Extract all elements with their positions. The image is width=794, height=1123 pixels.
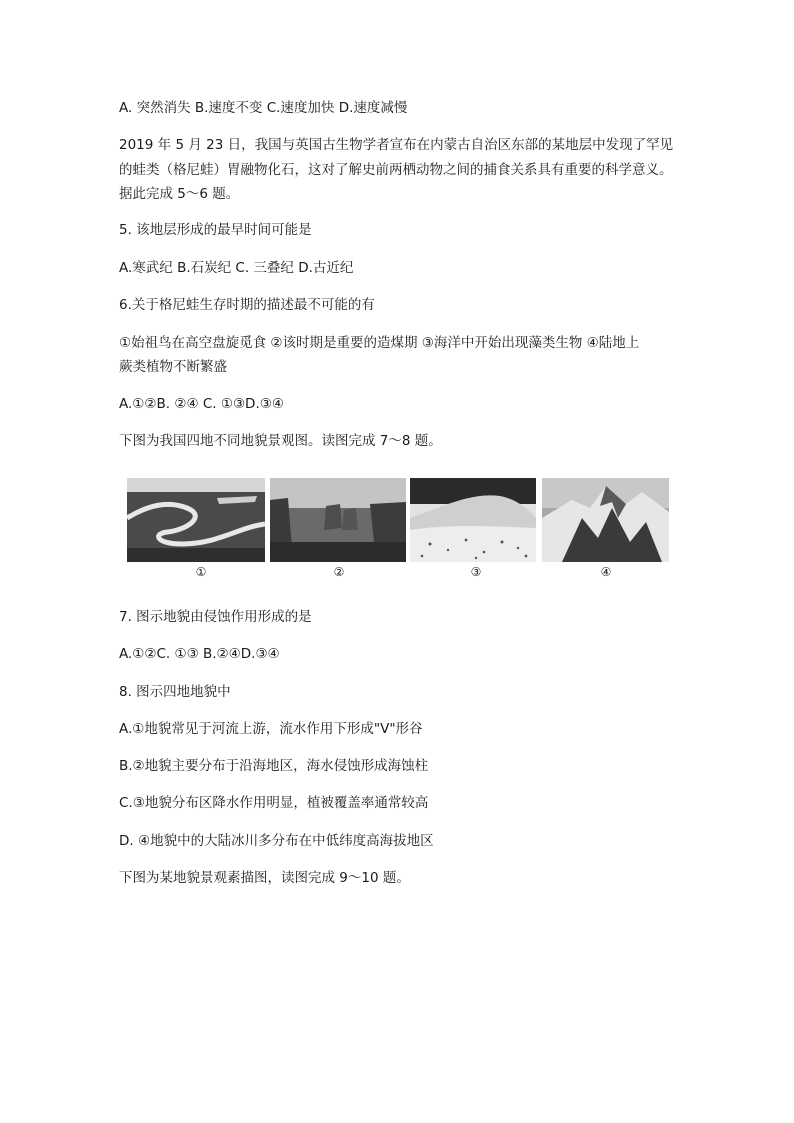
question-8-option-c: C.③地貌分布区降水作用明显，植被覆盖率通常较高 — [119, 795, 429, 811]
question-7-stem: 7. 图示地貌由侵蚀作用形成的是 — [119, 609, 312, 625]
photo-label-3: ③ — [470, 565, 482, 579]
question-6-statements-1: ①始祖鸟在高空盘旋觅食 ②该时期是重要的造煤期 ③海洋中开始出现藻类生物 ④陆地上 — [119, 335, 640, 351]
question-8-option-d: D. ④地貌中的大陆冰川多分布在中低纬度高海拔地区 — [119, 833, 434, 849]
passage-line-1: 2019 年 5 月 23 日，我国与英国古生物学者宣布在内蒙古自治区东部的某地层中发现了罕见 — [119, 137, 674, 153]
photo-label-4: ④ — [600, 565, 612, 579]
question-6-statements-2: 蕨类植物不断繁盛 — [119, 359, 227, 375]
landform-photo-2 — [270, 478, 406, 562]
question-8-option-b: B.②地貌主要分布于沿海地区，海水侵蚀形成海蚀柱 — [119, 758, 429, 774]
figure-intro: 下图为我国四地不同地貌景观图。读图完成 7～8 题。 — [119, 433, 442, 449]
question-8-stem: 8. 图示四地地貌中 — [119, 684, 231, 700]
question-7-options: A.①②C. ①③ B.②④D.③④ — [119, 646, 280, 662]
passage-line-2: 的蛙类（格尼蛙）胃融物化石，这对了解史前两栖动物之间的捕食关系具有重要的科学意义。 — [119, 162, 673, 178]
landform-photo-1 — [127, 478, 265, 562]
question-6-options: A.①②B. ②④ C. ①③D.③④ — [119, 396, 284, 412]
question-8-option-a: A.①地貌常见于河流上游，流水作用下形成"V"形谷 — [119, 721, 423, 737]
figure-intro-2: 下图为某地貌景观素描图，读图完成 9～10 题。 — [119, 870, 410, 886]
landform-photo-4 — [542, 478, 669, 562]
photo-label-1: ① — [195, 565, 207, 579]
landform-photo-3 — [410, 478, 536, 562]
question-6-stem: 6.关于格尼蛙生存时期的描述最不可能的有 — [119, 297, 375, 313]
passage-line-3: 据此完成 5～6 题。 — [119, 186, 240, 202]
question-5-options: A.寒武纪 B.石炭纪 C. 三叠纪 D.古近纪 — [119, 260, 354, 276]
question-4-options: A. 突然消失 B.速度不变 C.速度加快 D.速度减慢 — [119, 100, 408, 116]
question-5-stem: 5. 该地层形成的最早时间可能是 — [119, 222, 312, 238]
photo-label-2: ② — [333, 565, 345, 579]
